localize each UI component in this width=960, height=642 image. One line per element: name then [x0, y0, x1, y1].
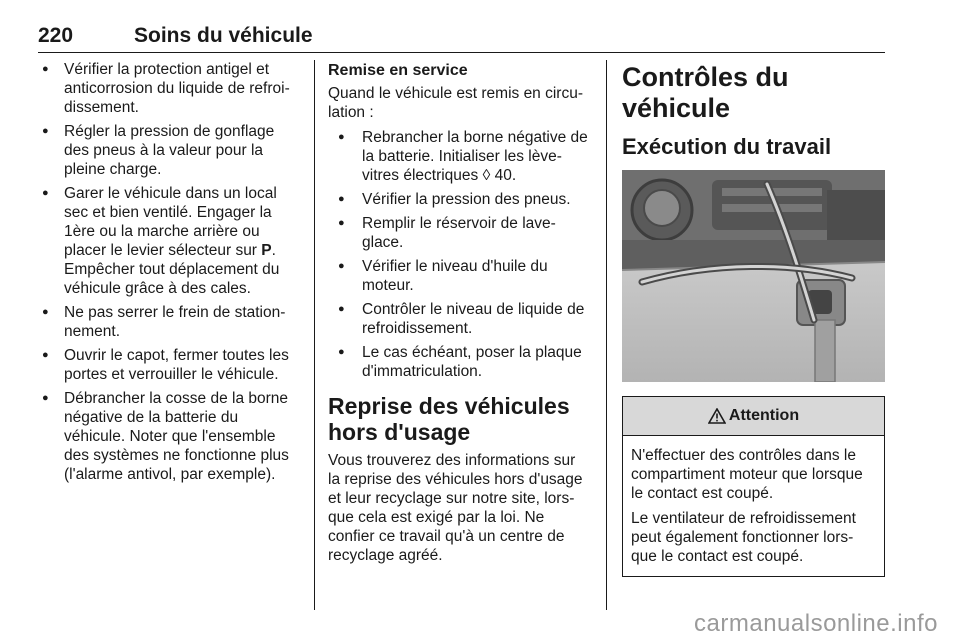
attention-text: N'effectuer des contrôles dans le compartiment moteur que lorsque le contact est coupé.	[631, 447, 863, 502]
list-item-text: . Empêcher tout déplacement du véhicule grâce à des cales.	[64, 242, 280, 297]
page-title: Soins du véhicule	[134, 24, 313, 47]
recommissioning-heading: Remise en service	[328, 62, 468, 79]
section-subtitle: Exécution du travail	[622, 134, 832, 159]
column-divider	[314, 60, 315, 610]
watermark: carmanualsonline.info	[694, 610, 938, 637]
attention-text: Le ventilateur de refroidissement peut également fonctionner lors- que le contact est coupé.	[631, 510, 856, 565]
list-item: ● Régler la pression de gonflage des pneus à la valeur pour la pleine charge.	[38, 122, 300, 179]
list-item: ● Ne pas serrer le frein de station- nement.	[38, 303, 300, 341]
recommissioning-intro: Quand le véhicule est remis en circu- lation :	[328, 85, 584, 121]
storage-steps-list	[38, 60, 300, 484]
list-item	[338, 128, 590, 185]
list-item: ● Vérifier la pression des pneus.	[338, 190, 590, 209]
end-of-life-text: Vous trouverez des informations sur la reprise des véhicules hors d'usage et leur recyclage sur notre site, lors- que cela est exigé par la loi. Ne confier ce travail qu'à un centre de recyclage agréé.	[328, 452, 583, 564]
list-item: ● Contrôler le niveau de liquide de refroidissement.	[338, 300, 590, 338]
column-divider	[606, 60, 607, 610]
page-header	[38, 22, 885, 53]
attention-label: Attention	[728, 407, 800, 424]
list-item: ● Vérifier la protection antigel et anticorrosion du liquide de refroi- dissement.	[38, 60, 300, 117]
list-item: ● Ouvrir le capot, fermer toutes les portes et verrouiller le véhicule.	[38, 346, 300, 384]
list-item	[38, 184, 300, 298]
list-item-text: Garer le véhicule dans un local sec et bien ventilé. Engager la 1ère ou la marche arrière ou placer le levier sélecteur sur	[64, 185, 277, 259]
attention-box	[622, 396, 885, 577]
page-reference-icon: ◊	[482, 167, 491, 184]
column-2	[328, 60, 590, 571]
list-item: ● Débrancher la cosse de la borne négative de la batterie du véhicule. Noter que l'ensemble des systèmes ne fonctionne plus (l'alarme antivol, par exemple).	[38, 389, 300, 484]
column-3	[622, 60, 885, 577]
recommissioning-list	[328, 128, 590, 381]
attention-body	[623, 436, 884, 576]
gear-position-label: P	[261, 242, 272, 259]
end-of-life-heading: Reprise des véhicules hors d'usage	[328, 393, 570, 445]
list-item: ● Le cas échéant, poser la plaque d'immatriculation.	[338, 343, 590, 381]
list-item-text: Rebrancher la borne négative de la batterie. Initialiser les lève- vitres électriques	[362, 129, 588, 184]
page-number: 220	[38, 24, 74, 47]
page-reference[interactable]: 40.	[490, 167, 517, 184]
attention-header	[623, 397, 884, 436]
engine-compartment-image	[622, 170, 885, 382]
list-item: ● Remplir le réservoir de lave- glace.	[338, 214, 590, 252]
warning-icon	[708, 408, 726, 424]
column-1	[38, 60, 300, 489]
section-title: Contrôles du véhicule	[622, 62, 789, 123]
list-item: ● Vérifier le niveau d'huile du moteur.	[338, 257, 590, 295]
